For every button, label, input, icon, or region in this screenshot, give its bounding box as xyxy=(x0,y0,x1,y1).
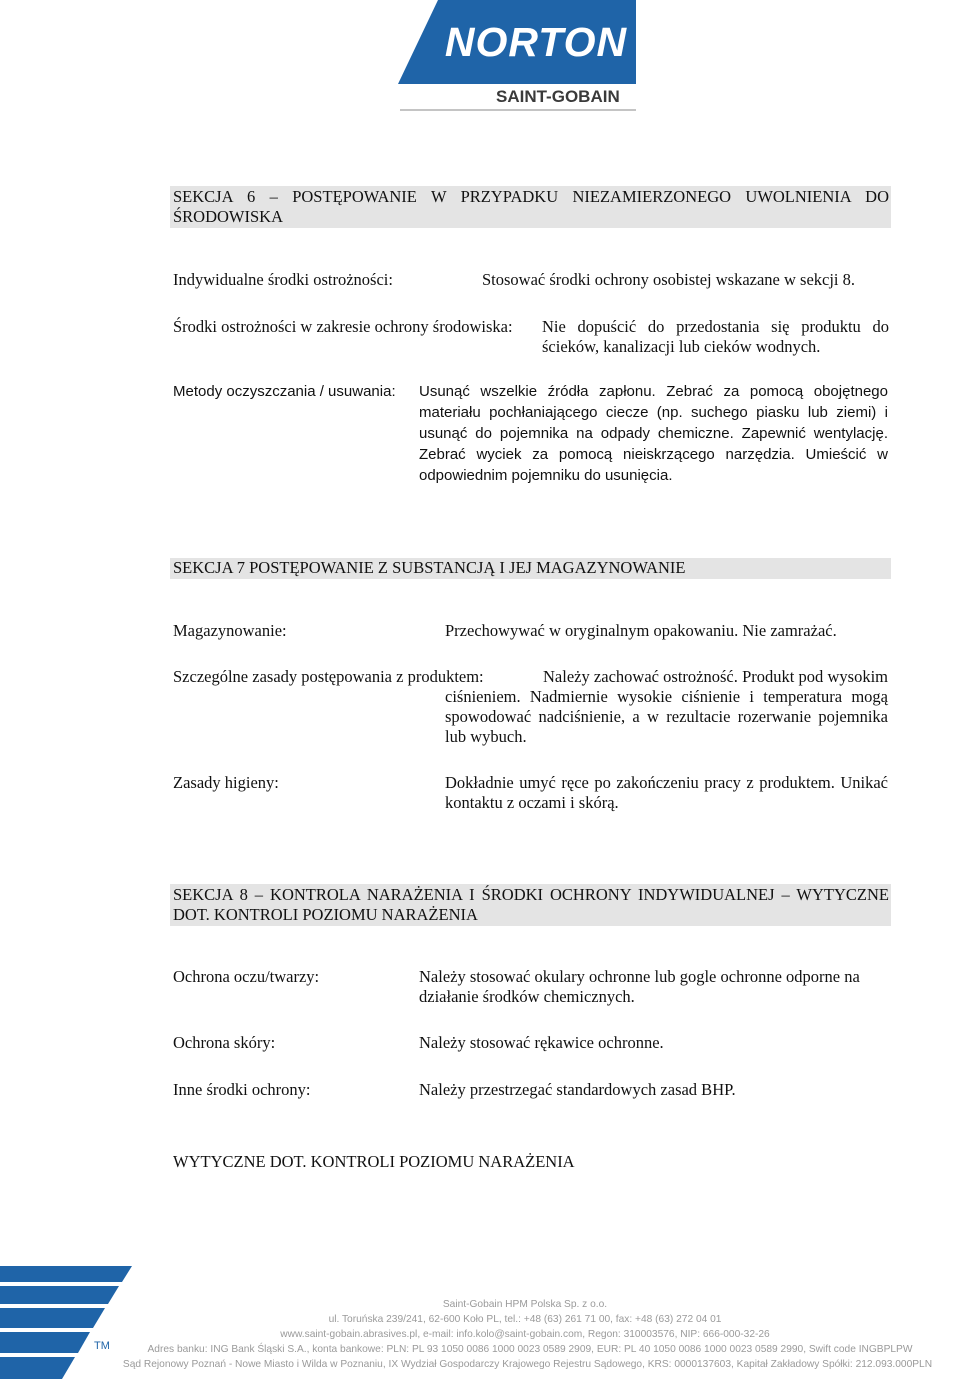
storage-value: Przechowywać w oryginalnym opakowaniu. Nie zamrażać. xyxy=(445,621,837,640)
storage-label: Magazynowanie: xyxy=(173,621,287,640)
trademark-symbol: TM xyxy=(94,1340,110,1352)
hygiene-label: Zasady higieny: xyxy=(173,773,279,792)
footer-court: Sąd Rejonowy Poznań - Nowe Miasto i Wilda w Poznaniu, IX Wydział Gospodarczy Krajowego Rejestru Sądowego, KRS: 0000137603, Kapitał Zakładowy Spółki: 212.093.000PLN xyxy=(122,1359,933,1370)
other-protection-label: Inne środki ochrony: xyxy=(173,1080,311,1099)
personal-precautions-label: Indywidualne środki ostrożności: xyxy=(173,270,393,289)
eye-protection-label: Ochrona oczu/twarzy: xyxy=(173,967,320,986)
footer-company: Saint-Gobain HPM Polska Sp. z o.o. xyxy=(442,1299,608,1310)
guidelines-heading: WYTYCZNE DOT. KONTROLI POZIOMU NARAŻENIA xyxy=(173,1152,575,1171)
cleanup-methods-label: Metody oczyszczania / usuwania: xyxy=(173,383,396,400)
logo-brand-text: NORTON xyxy=(444,19,628,65)
other-protection-value: Należy przestrzegać standardowych zasad BHP. xyxy=(419,1080,736,1099)
environmental-precautions-value: Nie dopuścić do przedostania się produktu do ścieków, kanalizacji lub cieków wodnych. xyxy=(542,317,889,356)
skin-protection-value: Należy stosować rękawice ochronne. xyxy=(419,1033,664,1052)
special-handling-value: Należy zachować ostrożność. Produkt pod wysokim ciśnieniem. Nadmiernie wysokie ciśnienie i temperatura mogą spowodować nadciśnienie, a w rezultacie rozerwanie pojemnika lub wybuch. xyxy=(445,667,888,746)
norton-logo xyxy=(398,0,636,112)
hygiene-value: Dokładnie umyć ręce po zakończeniu pracy z produktem. Unikać kontaktu z oczami i skórą. xyxy=(445,773,888,812)
section-8-heading: SEKCJA 8 – KONTROLA NARAŻENIA I ŚRODKI OCHRONY INDYWIDUALNEJ – WYTYCZNE DOT. KONTROLI POZIOMU NARAŻENIA xyxy=(173,885,889,924)
cleanup-methods-value: Usunąć wszelkie źródła zapłonu. Zebrać za pomocą obojętnego materiału pochłaniającego ciecze (np. suchego piasku lub ziemi) i usunąć do pojemnika na odpady chemiczne. Zapewnić wentylację. Zebrać wyciek za pomocą nieiskrzącego narzędzia. Umieścić w odpowiednim pojemniku do usunięcia. xyxy=(419,383,888,484)
logo-sub-text: SAINT-GOBAIN xyxy=(496,87,620,106)
skin-protection-label: Ochrona skóry: xyxy=(173,1033,276,1052)
section-7-heading: SEKCJA 7 POSTĘPOWANIE Z SUBSTANCJĄ I JEJ MAGAZYNOWANIE xyxy=(173,558,686,577)
environmental-precautions-label: Środki ostrożności w zakresie ochrony środowiska: xyxy=(173,317,513,336)
special-handling-label: Szczególne zasady postępowania z produktem: xyxy=(173,667,484,686)
eye-protection-value: Należy stosować okulary ochronne lub gogle ochronne odporne na działanie środków chemicznych. xyxy=(419,967,860,1006)
footer-address: ul. Toruńska 239/241, 62-600 Koło PL, tel.: +48 (63) 261 71 00, fax: +48 (63) 272 04 01 xyxy=(328,1314,722,1325)
footer-web: www.saint-gobain.abrasives.pl, e-mail: info.kolo@saint-gobain.com, Regon: 310003576, NIP: 666-000-32-26 xyxy=(280,1329,770,1340)
section-6-heading: SEKCJA 6 – POSTĘPOWANIE W PRZYPADKU NIEZAMIERZONEGO UWOLNIENIA DO ŚRODOWISKA xyxy=(173,187,889,226)
personal-precautions-value: Stosować środki ochrony osobistej wskazane w sekcji 8. xyxy=(482,270,856,289)
footer-bank: Adres banku: ING Bank Śląski S.A., konta bankowe: PLN: PL 93 1050 0086 1000 0023 0589 2909, EUR: PL 40 1050 0086 1000 0023 0589 2990, Swift code INGBPLPW xyxy=(147,1344,913,1355)
